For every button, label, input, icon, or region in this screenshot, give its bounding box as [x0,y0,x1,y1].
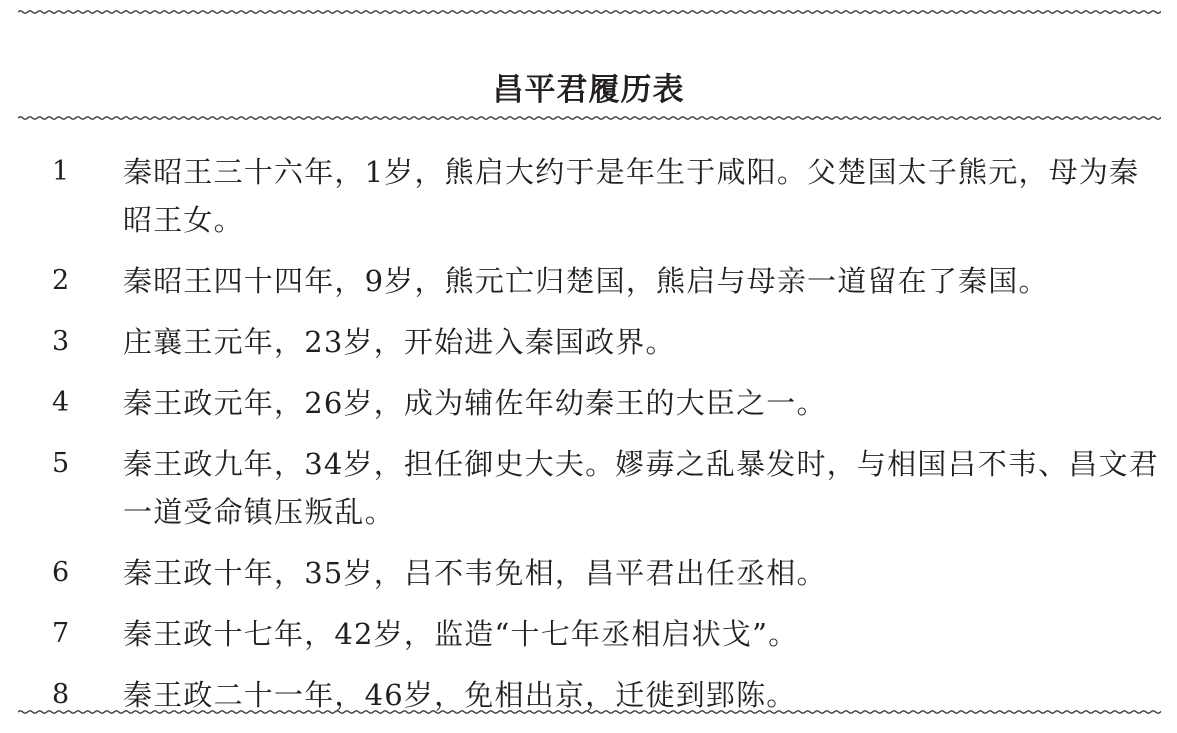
item-number: 1 [52,156,70,187]
list-item [0,148,1177,244]
item-number: 2 [52,265,70,296]
item-text: 秦王政元年，26岁，成为辅佐年幼秦王的大臣之一。 [123,386,827,420]
list-item [0,549,1177,597]
item-text: 秦王政九年，34岁，担任御史大夫。嫪毐之乱暴发时，与相国吕不韦、昌文君一道受命镇压叛乱。 [123,447,1159,529]
item-number: 8 [52,679,70,710]
list-item [0,440,1177,536]
item-number: 7 [52,618,70,649]
item-text: 秦王政十年，35岁，吕不韦免相，昌平君出任丞相。 [123,556,827,590]
item-text: 庄襄王元年，23岁，开始进入秦国政界。 [123,325,676,359]
item-number: 4 [52,387,70,418]
item-number: 6 [52,557,70,588]
list-item [0,379,1177,427]
list-item [0,257,1177,305]
item-number: 5 [52,448,70,479]
list-item [0,610,1177,658]
item-text: 秦王政十七年，42岁，监造“十七年丞相启状戈”。 [123,617,799,651]
title-wave-divider [18,112,1161,124]
top-wave-divider [18,6,1161,18]
item-text: 秦昭王三十六年，1岁，熊启大约于是年生于咸阳。父楚国太子熊元，母为秦昭王女。 [123,155,1140,237]
resume-list [0,148,1177,732]
page-title: 昌平君履历表 [492,71,685,108]
item-text: 秦昭王四十四年，9岁，熊元亡归楚国，熊启与母亲一道留在了秦国。 [123,264,1049,298]
item-number: 3 [52,326,70,357]
item-text: 秦王政二十一年，46岁，免相出京，迁徙到郢陈。 [123,678,797,712]
bottom-wave-divider [18,706,1161,718]
list-item [0,318,1177,366]
